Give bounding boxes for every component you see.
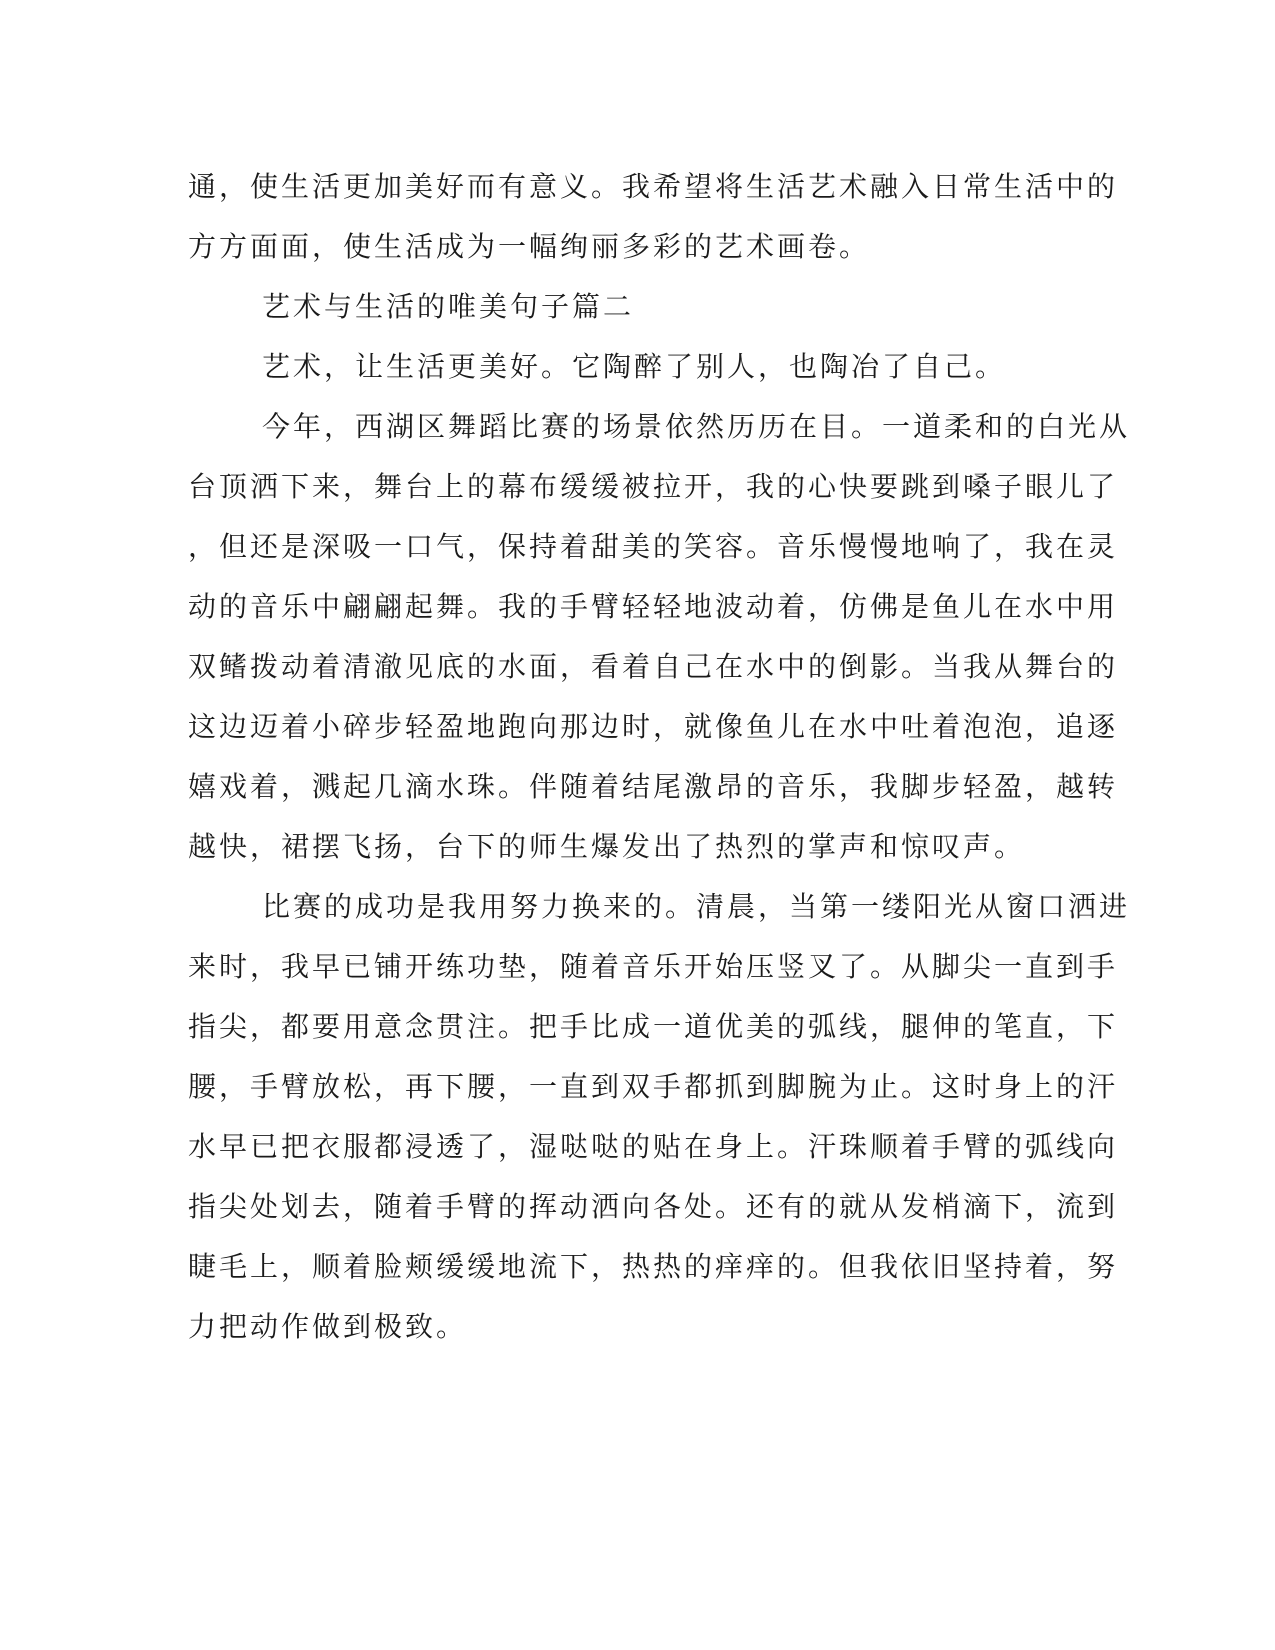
text-line: 动的音乐中翩翩起舞。我的手臂轻轻地波动着，仿佛是鱼儿在水中用 (188, 590, 1119, 623)
text-line: 嬉戏着，溅起几滴水珠。伴随着结尾激昂的音乐，我脚步轻盈，越转 (188, 770, 1119, 803)
text-line: 腰，手臂放松，再下腰，一直到双手都抓到脚腕为止。这时身上的汗 (188, 1070, 1119, 1103)
text-line: 来时，我早已铺开练功垫，随着音乐开始压竖叉了。从脚尖一直到手 (188, 950, 1119, 983)
text-line: 指尖处划去，随着手臂的挥动洒向各处。还有的就从发梢滴下，流到 (188, 1190, 1119, 1223)
text-line: 艺术，让生活更美好。它陶醉了别人，也陶冶了自己。 (262, 350, 1007, 383)
text-line: 双鳍拨动着清澈见底的水面，看着自己在水中的倒影。当我从舞台的 (188, 650, 1119, 683)
text-line: 台顶洒下来，舞台上的幕布缓缓被拉开，我的心快要跳到嗓子眼儿了 (188, 470, 1119, 503)
text-line: 力把动作做到极致。 (188, 1310, 468, 1343)
text-line: 比赛的成功是我用努力换来的。清晨，当第一缕阳光从窗口洒进 (262, 890, 1131, 923)
text-line: 睫毛上，顺着脸颊缓缓地流下，热热的痒痒的。但我依旧坚持着，努 (188, 1250, 1119, 1283)
text-line: ，但还是深吸一口气，保持着甜美的笑容。音乐慢慢地响了，我在灵 (188, 530, 1119, 563)
document-body (188, 157, 1131, 1357)
text-line: 越快，裙摆飞扬，台下的师生爆发出了热烈的掌声和惊叹声。 (188, 830, 1026, 863)
text-line: 通，使生活更加美好而有意义。我希望将生活艺术融入日常生活中的 (188, 170, 1119, 203)
section-heading: 艺术与生活的唯美句子篇二 (262, 290, 635, 323)
text-line: 指尖，都要用意念贯注。把手比成一道优美的弧线，腿伸的笔直，下 (188, 1010, 1119, 1043)
text-line: 水早已把衣服都浸透了，湿哒哒的贴在身上。汗珠顺着手臂的弧线向 (188, 1130, 1119, 1163)
text-line: 方方面面，使生活成为一幅绚丽多彩的艺术画卷。 (188, 230, 871, 263)
text-line: 今年，西湖区舞蹈比赛的场景依然历历在目。一道柔和的白光从 (262, 410, 1131, 443)
text-line: 这边迈着小碎步轻盈地跑向那边时，就像鱼儿在水中吐着泡泡，追逐 (188, 710, 1119, 743)
